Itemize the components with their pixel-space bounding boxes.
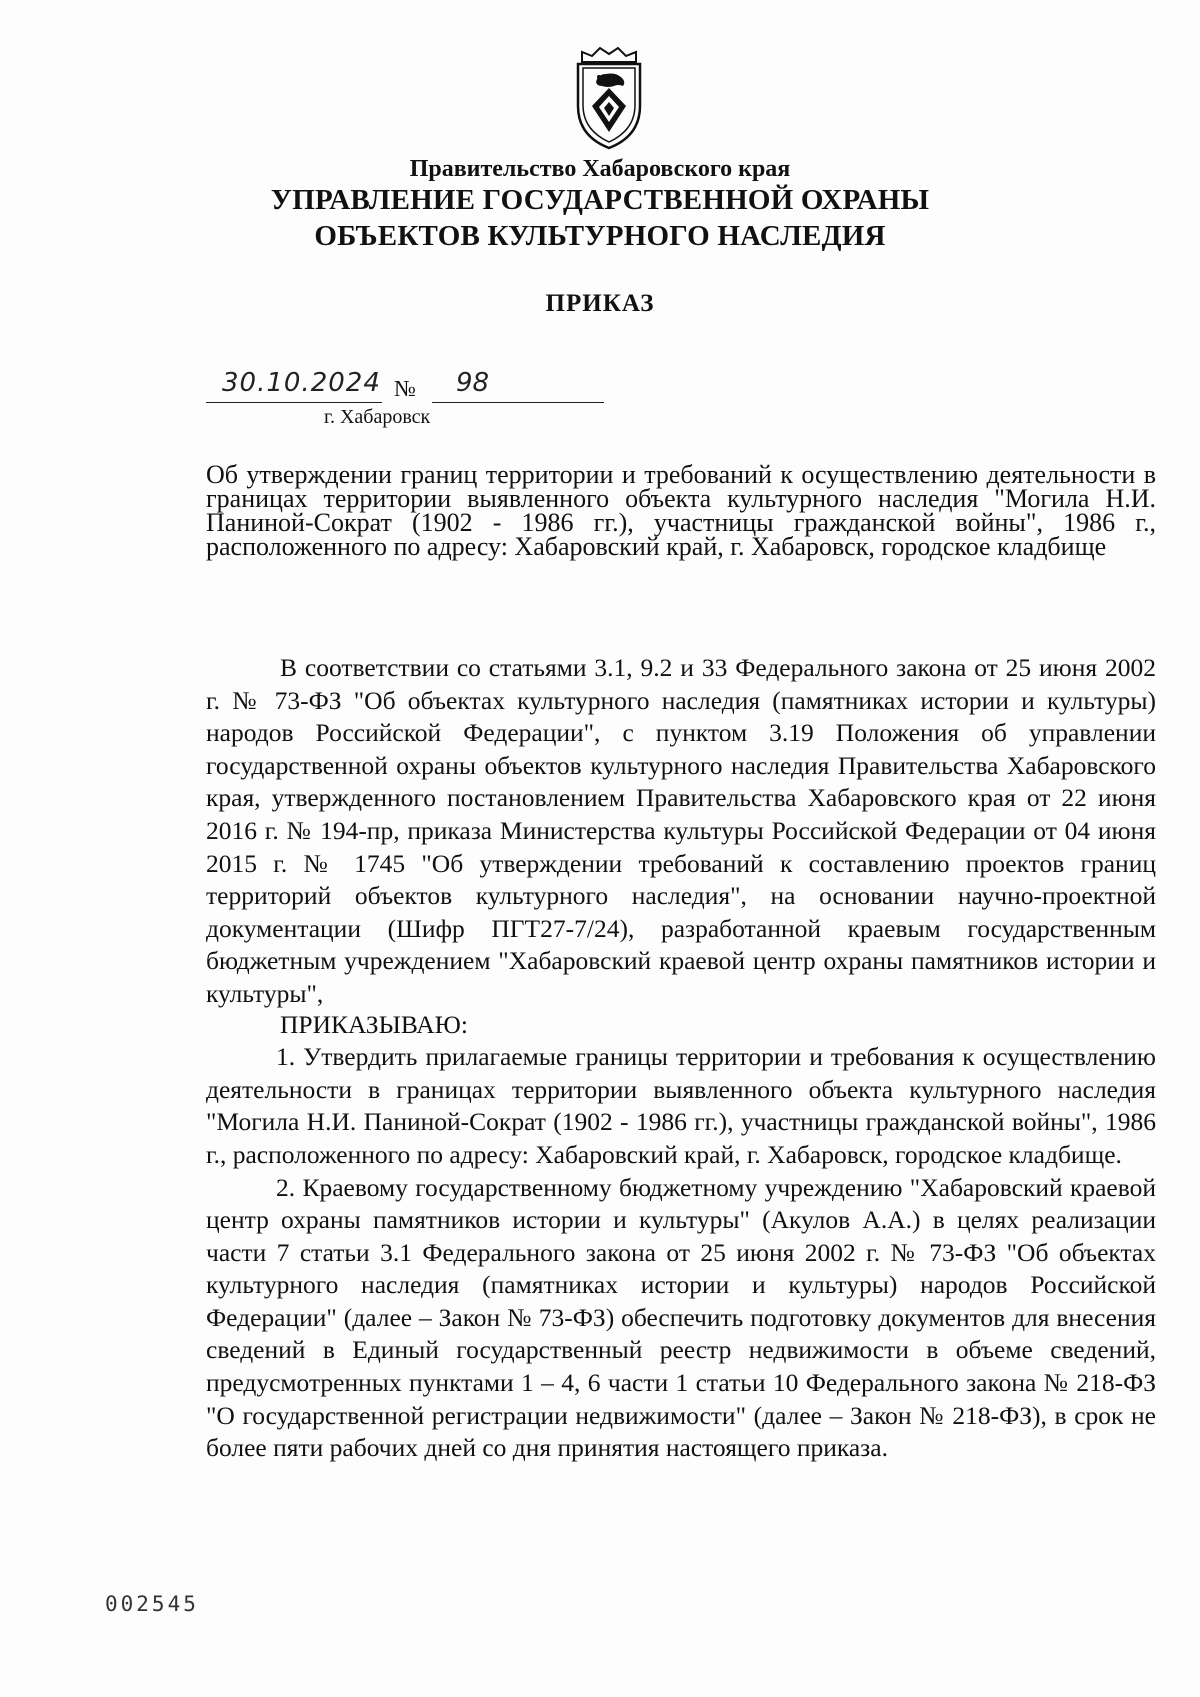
order-item-2: 2. Краевому государственному бюджетному учреждению "Хабаровский краевой центр охраны памятников истории и культуры" (Акулов А.А.) в целях реализации части 7 статьи 3.1 Федерального закона от 25 июня 2002 г. № 73-ФЗ "Об объектах культурного наследия (памятниках истории и культуры) народов Российской Федерации" (далее – Закон № 73-ФЗ) обеспечить подготовку документов для внесения сведений в Единый государственный реестр недвижимости в объеме сведений, предусмотренных пунктами 1 – 4, 6 части 1 статьи 10 Федерального закона № 218-ФЗ "О государственной регистрации недвижимости" (далее – Закон № 218-ФЗ), в срок не более пяти рабочих дней со дня принятия настоящего приказа.	[206, 1172, 1156, 1463]
order-item-1: 1. Утвердить прилагаемые границы территории и требования к осуществлению деятельности в границах территории выявленного объекта культурного наследия "Могила Н.И. Паниной-Сократ (1902 - 1986 гг.), участницы гражданской войны", 1986 г., расположенного по адресу: Хабаровский край, г. Хабаровск, городское кладбище.	[206, 1042, 1156, 1169]
coat-of-arms-icon	[568, 44, 650, 154]
document-type: ПРИКАЗ	[545, 290, 655, 317]
order-number: 98	[456, 368, 490, 398]
number-underline	[432, 402, 604, 403]
order-subject	[206, 460, 1156, 561]
government-name: Правительство Хабаровского края	[409, 156, 791, 182]
department-name-line2: ОБЪЕКТОВ КУЛЬТУРНОГО НАСЛЕДИЯ	[314, 220, 886, 252]
order-date: 30.10.2024	[222, 368, 381, 398]
department-name-line1: УПРАВЛЕНИЕ ГОСУДАРСТВЕННОЙ ОХРАНЫ	[270, 184, 930, 216]
order-word: ПРИКАЗЫВАЮ:	[280, 1009, 468, 1039]
order-body	[206, 652, 1156, 1465]
document-serial-code: 002545	[105, 1592, 199, 1616]
number-sign: №	[394, 376, 416, 401]
preamble-paragraph: В соответствии со статьями 3.1, 9.2 и 33 Федерального закона от 25 июня 2002 г. № 73-ФЗ "Об объектах культурного наследия (памятниках истории и культуры) народов Российской Федерации", с пунктом 3.19 Положения об управлении государственной охраны объектов культурного наследия Правительства Хабаровского края, утвержденного постановлением Правительства Хабаровского края от 22 июня 2016 г. № 194-пр, приказа Министерства культуры Российской Федерации от 04 июня 2015 г. № 1745 "Об утверждении требований к составлению проектов границ территорий объектов культурного наследия", на основании научно-проектной документации (Шифр ПГТ27-7/24), разработанной краевым государственным бюджетным учреждением "Хабаровский краевой центр охраны памятников истории и культуры",	[206, 653, 1156, 1008]
subject-text: Об утверждении границ территории и требований к осуществлению деятельности в границах территории выявленного объекта культурного наследия "Могила Н.И. Паниной-Сократ (1902 - 1986 гг.), участницы гражданской войны", 1986 г., расположенного по адресу: Хабаровский край, г. Хабаровск, городское кладбище	[206, 460, 1156, 561]
date-underline	[206, 402, 382, 403]
city-name: г. Хабаровск	[324, 406, 431, 428]
order-date-number-row	[206, 368, 606, 408]
